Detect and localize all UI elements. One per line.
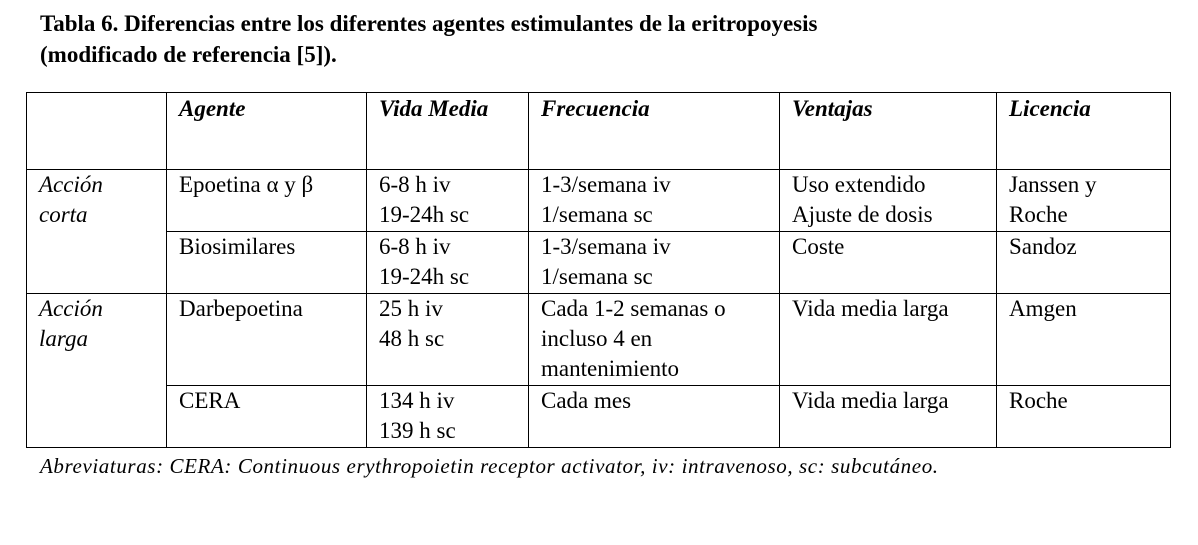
cell-vida-media bbox=[367, 232, 529, 294]
cell-vida-media bbox=[367, 170, 529, 232]
cell-frecuencia bbox=[529, 294, 780, 386]
group-label-line: larga bbox=[39, 326, 88, 351]
cell-line: Roche bbox=[1009, 202, 1068, 227]
table-row bbox=[27, 232, 1171, 294]
cell-line: Cada 1-2 semanas o bbox=[541, 296, 726, 321]
cell-vida-media bbox=[367, 294, 529, 386]
cell-line: 1/semana sc bbox=[541, 202, 653, 227]
header-row bbox=[27, 93, 1171, 170]
header-empty bbox=[27, 93, 167, 170]
cell-line: 25 h iv bbox=[379, 296, 443, 321]
cell-line: 48 h sc bbox=[379, 326, 445, 351]
cell-line: 1-3/semana iv bbox=[541, 172, 671, 197]
cell-line: incluso 4 en bbox=[541, 326, 653, 351]
cell-line: 6-8 h iv bbox=[379, 172, 451, 197]
cell-agente: CERA bbox=[167, 386, 367, 448]
cell-line: Sandoz bbox=[1009, 234, 1077, 259]
cell-line: 139 h sc bbox=[379, 418, 456, 443]
group-label-line: corta bbox=[39, 202, 88, 227]
header-frecuencia: Frecuencia bbox=[529, 93, 780, 170]
cell-line: Ajuste de dosis bbox=[792, 202, 933, 227]
cell-licencia bbox=[997, 294, 1171, 386]
cell-frecuencia bbox=[529, 170, 780, 232]
cell-line: 134 h iv bbox=[379, 388, 455, 413]
header-vida-media: Vida Media bbox=[367, 93, 529, 170]
cell-ventajas bbox=[780, 232, 997, 294]
cell-line: Coste bbox=[792, 234, 845, 259]
cell-agente: Darbepoetina bbox=[167, 294, 367, 386]
group-label-line: Acción bbox=[39, 296, 103, 321]
table-row bbox=[27, 294, 1171, 386]
cell-ventajas bbox=[780, 386, 997, 448]
cell-frecuencia bbox=[529, 386, 780, 448]
group-label-line: Acción bbox=[39, 172, 103, 197]
group-accion-larga bbox=[27, 294, 167, 448]
caption-line-2: (modificado de referencia [5]). bbox=[40, 42, 337, 67]
cell-line: Cada mes bbox=[541, 388, 632, 413]
header-agente: Agente bbox=[167, 93, 367, 170]
cell-line: mantenimiento bbox=[541, 356, 679, 381]
header-licencia: Licencia bbox=[997, 93, 1171, 170]
cell-licencia bbox=[997, 386, 1171, 448]
cell-ventajas bbox=[780, 294, 997, 386]
esa-comparison-table bbox=[26, 92, 1171, 448]
cell-line: Roche bbox=[1009, 388, 1068, 413]
group-accion-corta bbox=[27, 170, 167, 294]
cell-licencia bbox=[997, 232, 1171, 294]
cell-frecuencia bbox=[529, 232, 780, 294]
cell-line: 6-8 h iv bbox=[379, 234, 451, 259]
cell-agente: Epoetina α y β bbox=[167, 170, 367, 232]
cell-vida-media bbox=[367, 386, 529, 448]
cell-line: Vida media larga bbox=[792, 388, 949, 413]
cell-ventajas bbox=[780, 170, 997, 232]
table-row bbox=[27, 170, 1171, 232]
cell-line: 19-24h sc bbox=[379, 264, 470, 289]
header-ventajas: Ventajas bbox=[780, 93, 997, 170]
cell-line: 19-24h sc bbox=[379, 202, 470, 227]
cell-line: 1-3/semana iv bbox=[541, 234, 671, 259]
cell-agente: Biosimilares bbox=[167, 232, 367, 294]
cell-licencia bbox=[997, 170, 1171, 232]
cell-line: Uso extendido bbox=[792, 172, 926, 197]
footnote: Abreviaturas: CERA: Continuous erythropoietin receptor activator, iv: intravenoso, sc: subcutáneo. bbox=[40, 454, 939, 478]
caption-line-1: Tabla 6. Diferencias entre los diferentes agentes estimulantes de la eritropoyesis bbox=[40, 11, 818, 36]
cell-line: 1/semana sc bbox=[541, 264, 653, 289]
cell-line: Amgen bbox=[1009, 296, 1077, 321]
table-row bbox=[27, 386, 1171, 448]
cell-line: Vida media larga bbox=[792, 296, 949, 321]
table-caption bbox=[40, 8, 1160, 70]
cell-line: Janssen y bbox=[1009, 172, 1097, 197]
